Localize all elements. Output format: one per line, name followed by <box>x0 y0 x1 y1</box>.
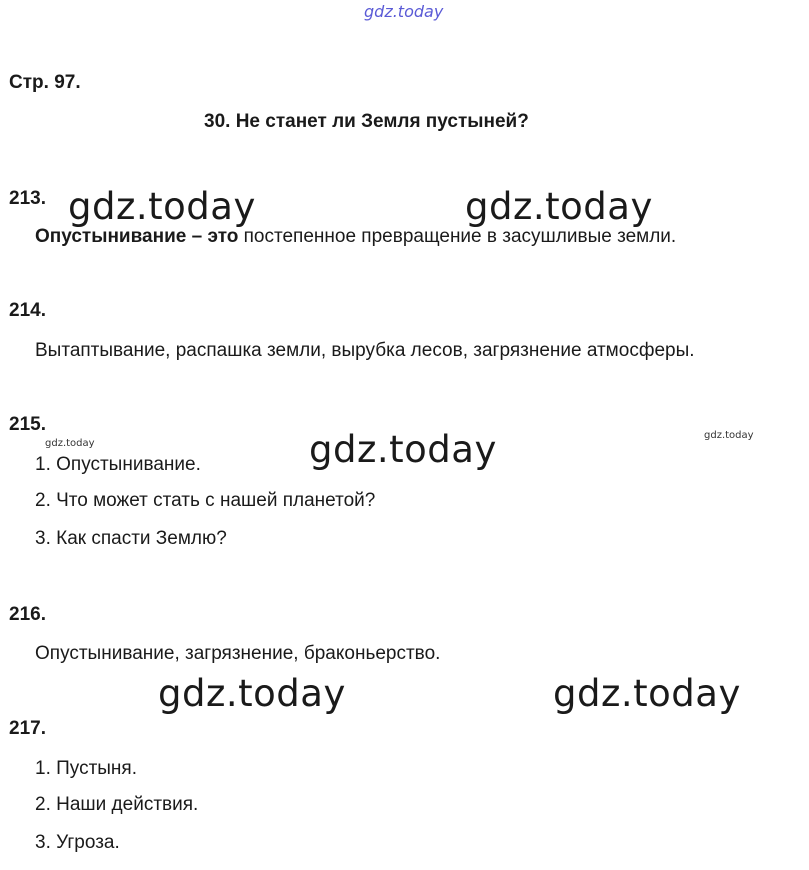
watermark: gdz.today <box>309 428 497 471</box>
definition-term: Опустынивание – это <box>35 226 239 247</box>
watermark: gdz.today <box>158 672 346 715</box>
watermark-top: gdz.today <box>364 2 444 21</box>
task-217-line-3: 3. Угроза. <box>35 832 120 853</box>
task-214-answer: Вытаптывание, распашка земли, вырубка лесов, загрязнение атмосферы. <box>35 340 695 361</box>
task-217-line-1: 1. Пустыня. <box>35 758 137 779</box>
definition-text: постепенное превращение в засушливые земли. <box>238 226 677 247</box>
task-number-213: 213. <box>9 188 46 209</box>
watermark: gdz.today <box>465 185 653 228</box>
task-213-answer <box>35 226 676 248</box>
task-number-215: 215. <box>9 414 46 435</box>
watermark: gdz.today <box>553 672 741 715</box>
task-215-line-3: 3. Как спасти Землю? <box>35 528 227 549</box>
task-number-217: 217. <box>9 718 46 739</box>
watermark-small: gdz.today <box>45 438 95 449</box>
task-217-line-2: 2. Наши действия. <box>35 794 199 815</box>
watermark-small: gdz.today <box>704 430 754 441</box>
lesson-title: 30. Не станет ли Земля пустыней? <box>204 111 529 132</box>
task-216-answer: Опустынивание, загрязнение, браконьерство. <box>35 643 441 664</box>
task-number-214: 214. <box>9 300 46 321</box>
page-label: Стр. 97. <box>9 72 81 93</box>
task-215-line-1: 1. Опустынивание. <box>35 454 201 475</box>
task-number-216: 216. <box>9 604 46 625</box>
task-215-line-2: 2. Что может стать с нашей планетой? <box>35 490 376 511</box>
watermark: gdz.today <box>68 185 256 228</box>
